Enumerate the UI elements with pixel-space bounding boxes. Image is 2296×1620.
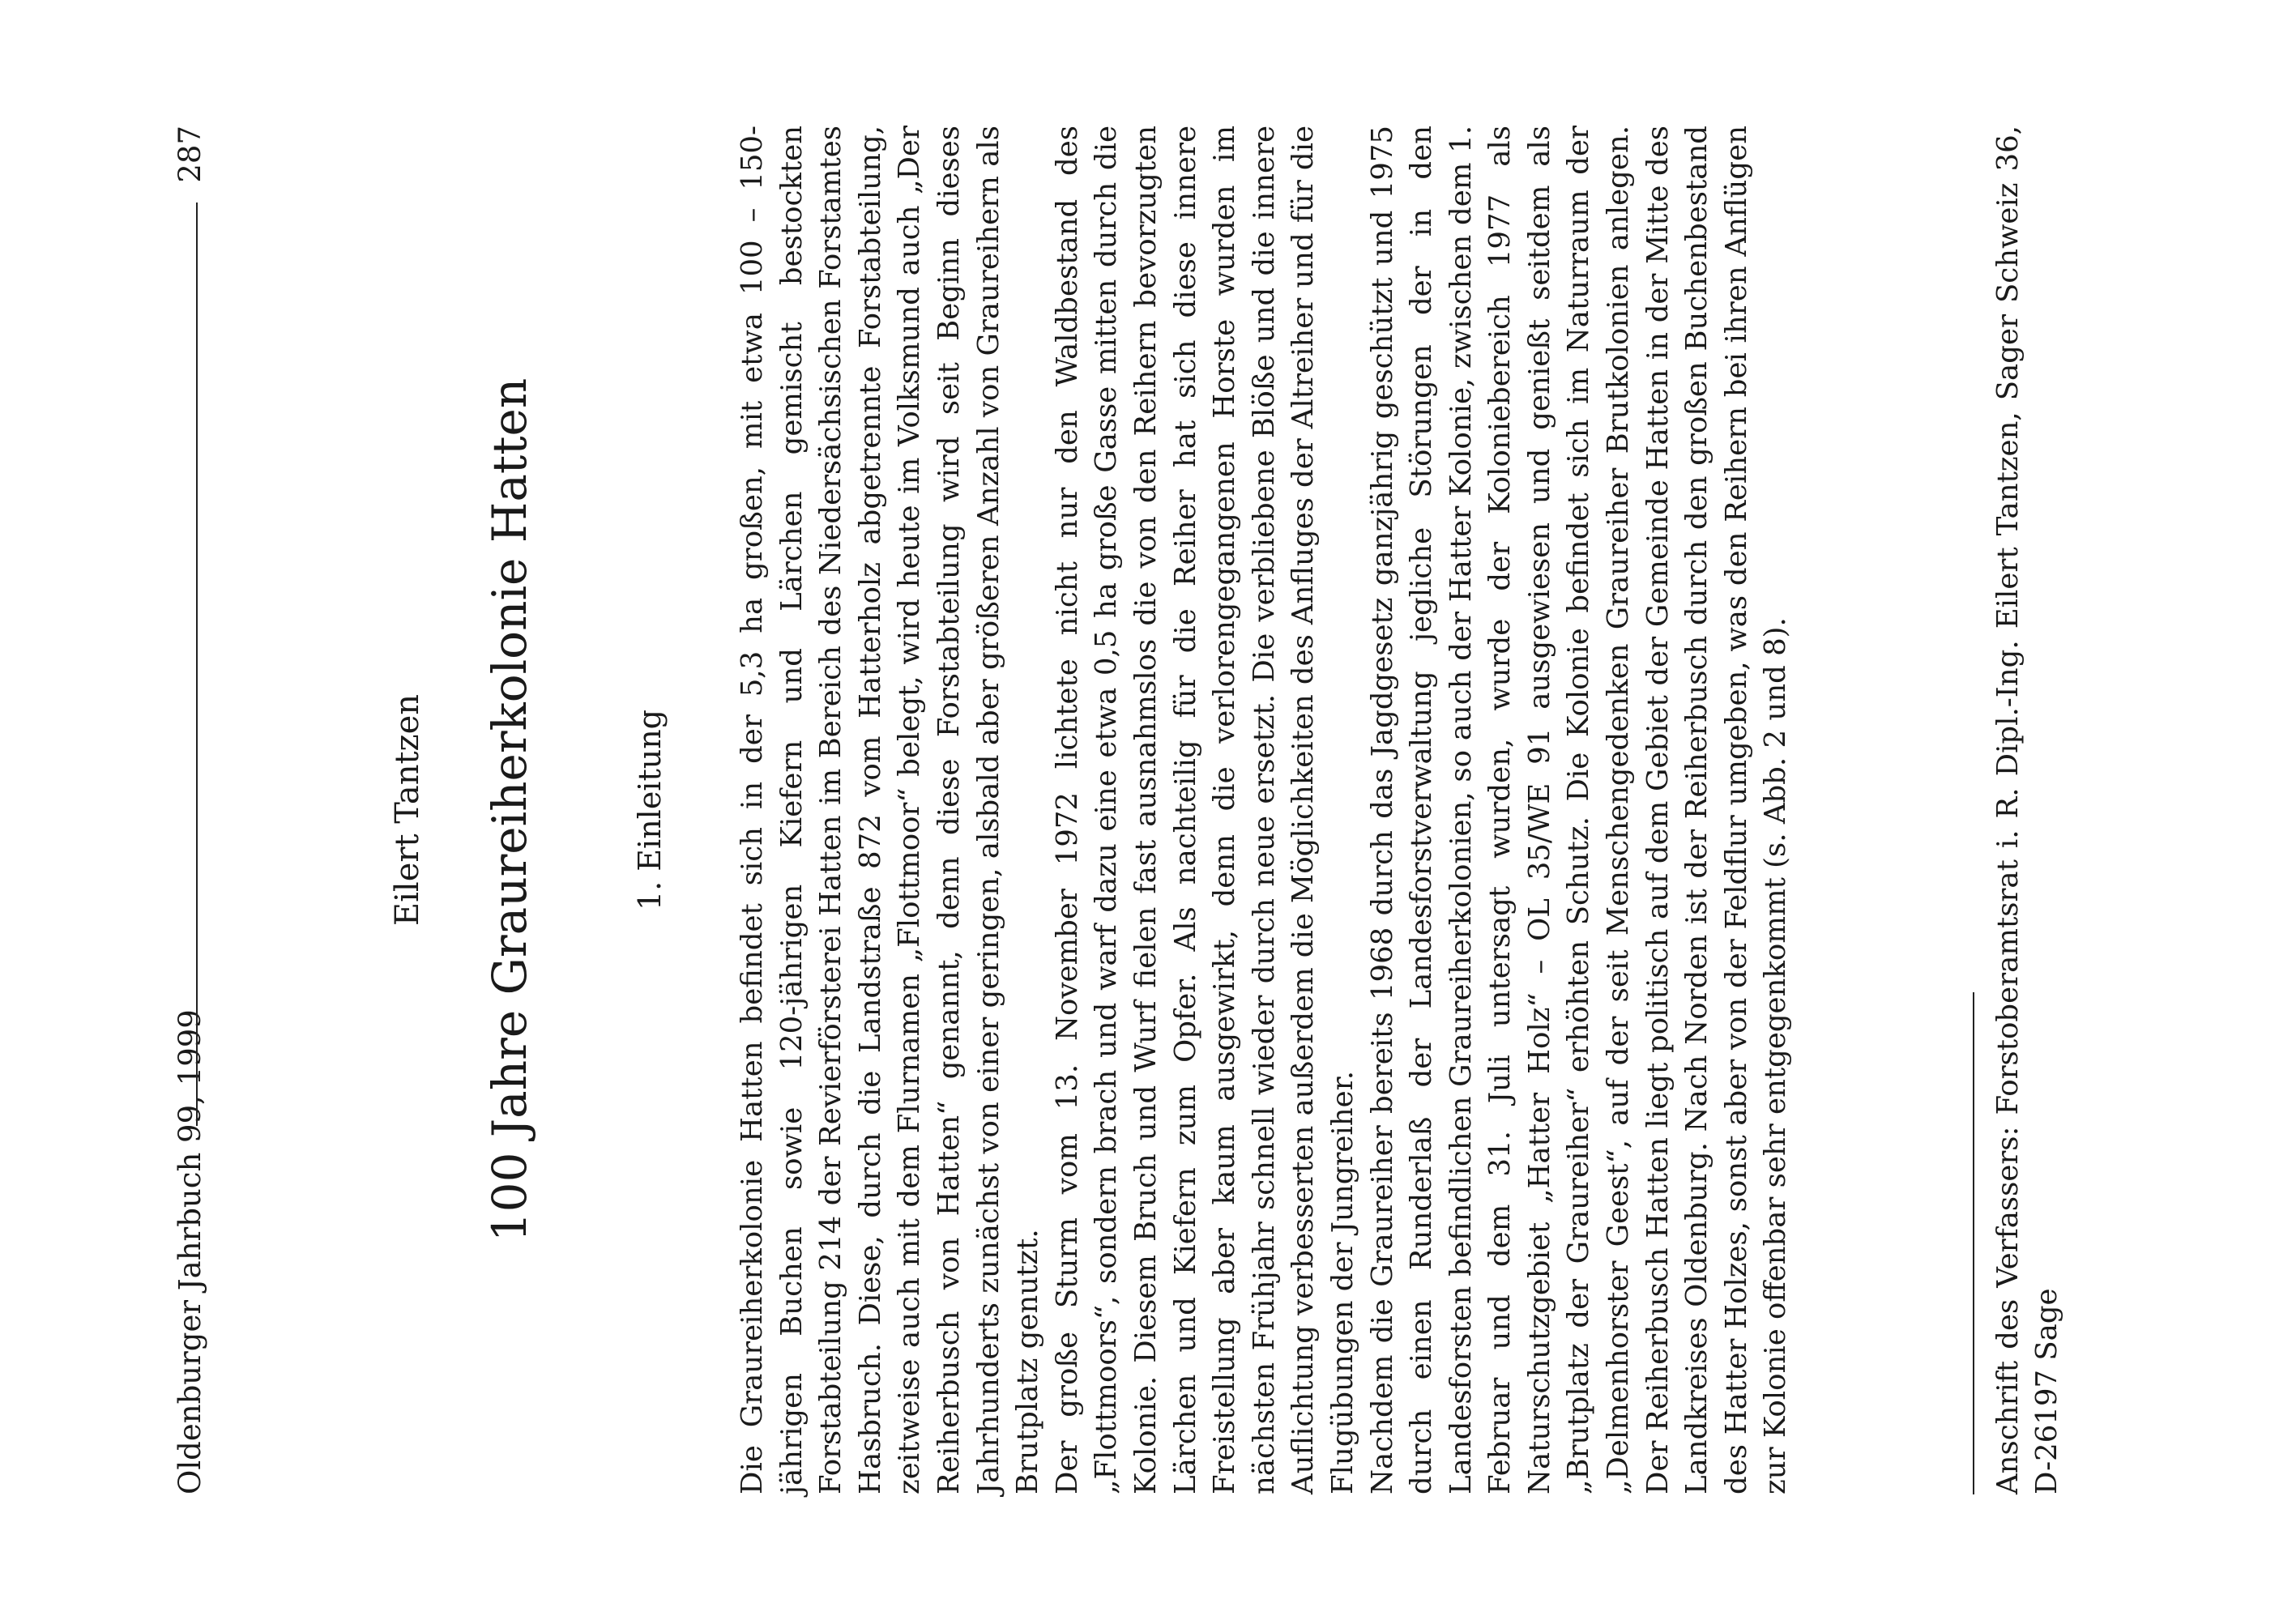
paragraph: Die Graureiherkolonie Hatten befindet sich in der 5,3 ha großen, mit etwa 100 – 150-jährigen Buchen sowie 120-jährigen Kiefern und Lärchen gemischt bestockten Forstabteilung 214 der Revierförsterei Hatten im Bereich des Niedersächsischen Forstamtes Hasbruch. Diese, durch die Landstraße 872 vom Hatterholz abgetrennte Forstabteilung, zeitweise auch mit dem Flurnamen „Flottmoor“ belegt, wird heute im Volksmund auch „Der Reiherbusch von Hatten“ genannt, denn diese Forstabteilung wird seit Beginn dieses Jahrhunderts zunächst von einer geringen, alsbald aber größeren Anzahl von Graureihern als Brutplatz genutzt. xyxy=(736,126,1045,1494)
journal-title: Oldenburger Jahrbuch 99, 1999 xyxy=(173,1009,207,1494)
running-head xyxy=(172,126,209,1494)
page-number: 287 xyxy=(173,126,207,183)
section-heading: 1. Einleitung xyxy=(632,709,668,911)
header-rule xyxy=(196,202,198,1126)
paragraph: Nachdem die Graureiher bereits 1968 durch das Jagdgesetz ganzjährig geschützt und 1975 durch einen Runderlaß der Landesforstverwaltung jegliche Störungen der in den Landesforsten befindlichen Graureiherkolonien, so auch der Hatter Kolonie, zwischen dem 1. Februar und dem 31. Juli untersagt wurden, wurde der Koloniebereich 1977 als Naturschutzgebiet „Hatter Holz“ – OL 35/WE 91 ausgewiesen und genießt seitdem als „Brutplatz der Graureiher“ erhöhten Schutz. Die Kolonie befindet sich im Naturraum der „Delmenhorster Geest“, auf der seit Menschengedenken Graureiher Brutkolonien anlegen. Der Reiherbusch Hatten liegt politisch auf dem Gebiet der Gemeinde Hatten in der Mitte des Landkreises Oldenburg. Nach Norden ist der Reiherbusch durch den großen Buchenbestand des Hatter Holzes, sonst aber von der Feldflur umgeben, was den Reihern bei ihren Anflügen zur Kolonie offenbar sehr entgegenkommt (s. Abb. 2 und 8). xyxy=(1365,126,1793,1494)
body-text xyxy=(733,126,1796,1494)
rotated-page xyxy=(0,126,2296,1494)
author-address-footnote: Anschrift des Verfassers: Forstoberamtsrat i. R. Dipl.-Ing. Eilert Tantzen, Sager Schweiz 36, D-26197 Sage xyxy=(1991,126,2063,1494)
article-title: 100 Jahre Graureiherkolonie Hatten xyxy=(482,377,537,1243)
author-name: Eilert Tantzen xyxy=(389,693,426,927)
paragraph: Der große Sturm vom 13. November 1972 lichtete nicht nur den Waldbestand des „Flottmoors“, sondern brach und warf dazu eine etwa 0,5 ha große Gasse mitten durch die Kolonie. Diesem Bruch und Wurf fielen fast ausnahmslos die von den Reihern bevorzugten Lärchen und Kiefern zum Opfer. Als nachteilig für die Reiher hat sich diese innere Freistellung aber kaum ausgewirkt, denn die verlorengegangenen Horste wurden im nächsten Frühjahr schnell wieder durch neue ersetzt. Die verbliebene Blöße und die innere Auflichtung verbesserten außerdem die Möglichkeiten des Anfluges der Altreiher und für die Flugübungen der Jungreiher. xyxy=(1050,126,1359,1494)
footnote-rule xyxy=(1973,992,1974,1494)
